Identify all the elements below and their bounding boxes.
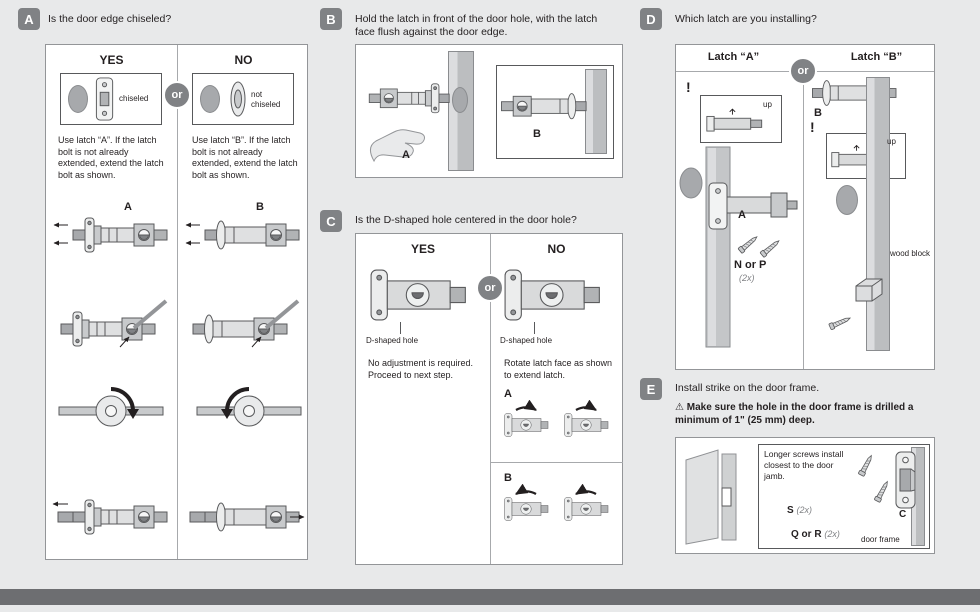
- section-a-question: Is the door edge chiseled?: [48, 13, 172, 25]
- d-hole-callout-no: D-shaped hole: [500, 336, 553, 345]
- latch-b-inset: [496, 65, 614, 159]
- latch-a-step2-illustration: [50, 297, 174, 353]
- s-letter: S: [787, 505, 794, 516]
- round-face-icon: [229, 80, 247, 118]
- latch-b-illustration: [501, 90, 587, 124]
- section-d-panel: [675, 44, 935, 370]
- s-qty: (2x): [796, 505, 812, 515]
- d-hole-callout-yes: D-shaped hole: [366, 336, 419, 345]
- qr-letters: Q or R: [791, 529, 822, 540]
- screws-label: N or P: [734, 259, 767, 271]
- latch-a-rotate-illustration: [50, 383, 174, 439]
- wood-block-icon: [854, 277, 884, 303]
- qr-qty: (2x): [824, 529, 840, 539]
- section-b-badge: B: [320, 8, 342, 30]
- faceplate-icon: [95, 77, 115, 121]
- latch-a-label: A: [124, 201, 132, 213]
- section-a-panel: [45, 44, 308, 560]
- s-label: [787, 505, 812, 516]
- latch-b-rotate-illustration: [182, 383, 306, 439]
- yes-header: YES: [99, 53, 124, 67]
- yes-header: YES: [410, 242, 435, 256]
- not-chiseled-door-illustration: [192, 73, 294, 125]
- section-b-instruction: Hold the latch in front of the door hole, with the latch face flush against the door edge.: [355, 13, 598, 39]
- door-hole: [836, 185, 858, 215]
- rotate-b-illustration: [502, 484, 618, 536]
- latch-a-label: A: [402, 149, 410, 161]
- section-c-question: Is the D-shaped hole centered in the door hole?: [355, 214, 577, 226]
- latch-top-view-icon: [705, 102, 769, 140]
- section-e-instruction: Install strike on the door frame.: [675, 382, 820, 394]
- latch-b-step1-illustration: [182, 215, 306, 255]
- door-hole: [452, 87, 468, 113]
- not-chiseled-callout: not chiseled: [251, 90, 281, 109]
- orientation-inset-a: [700, 95, 782, 143]
- step-b-label: B: [504, 472, 512, 484]
- or-badge: or: [163, 81, 191, 109]
- section-e-warning: ⚠ Make sure the hole in the door frame is drilled a minimum of 1" (25 mm) deep.: [675, 402, 914, 426]
- step-a-label: A: [504, 388, 512, 400]
- latch-b-step2-illustration: [182, 297, 306, 353]
- or-badge: or: [476, 274, 504, 302]
- yes-body-text: Use latch “A”. If the latch bolt is not already extended, extend the latch bolt as shown.: [58, 135, 164, 181]
- divider: [177, 45, 178, 559]
- strike-detail-inset: [758, 444, 930, 549]
- door-edge: [866, 77, 890, 351]
- latch-b-header: Latch “B”: [850, 51, 903, 63]
- yes-body-text: No adjustment is required. Proceed to next step.: [368, 358, 474, 380]
- divider: [803, 71, 804, 369]
- screw-icon: [824, 311, 868, 333]
- screws-icon: [732, 227, 794, 259]
- no-body-text: Rotate latch face as shown to extend latch.: [504, 358, 613, 380]
- latch-b-label: B: [256, 201, 264, 213]
- up-label: up: [763, 100, 772, 109]
- no-header: NO: [234, 53, 253, 67]
- latch-a-label: A: [738, 209, 746, 221]
- door-frame-illustration: [682, 446, 760, 546]
- longer-screws-note: Longer screws install closest to the door jamb.: [764, 449, 844, 482]
- section-b-panel: [355, 44, 623, 178]
- latch-a-step1-illustration: [50, 215, 174, 255]
- latch-b-label: B: [533, 128, 541, 140]
- latch-b-extended-illustration: [182, 497, 306, 537]
- divider: [490, 462, 623, 463]
- no-body-text: Use latch “B”. If the latch bolt is not already extended, extend the latch bolt as shown.: [192, 135, 298, 181]
- qr-label: [791, 529, 840, 540]
- door-edge: [585, 69, 607, 154]
- bottom-bar: [0, 589, 980, 605]
- warning-icon: !: [686, 79, 691, 95]
- section-e-badge: E: [640, 378, 662, 400]
- door-frame-label: door frame: [861, 535, 900, 544]
- leader-line: [400, 322, 401, 334]
- section-c-panel: [355, 233, 623, 565]
- strike-plate-icon: [895, 451, 917, 509]
- section-a-badge: A: [18, 8, 40, 30]
- leader-line: [534, 322, 535, 334]
- chiseled-callout: chiseled: [119, 94, 149, 103]
- chiseled-door-illustration: [60, 73, 162, 125]
- section-e-panel: [675, 437, 935, 554]
- section-d-badge: D: [640, 8, 662, 30]
- screws-icon: [853, 451, 897, 505]
- door-hole: [68, 85, 88, 113]
- latch-a-header: Latch “A”: [707, 51, 760, 63]
- c-label: C: [899, 509, 907, 520]
- latch-b-label: B: [814, 107, 822, 119]
- warning-icon: !: [810, 119, 815, 135]
- wood-block-label: wood block: [890, 249, 931, 258]
- or-badge: or: [789, 57, 817, 85]
- up-label: up: [887, 137, 896, 146]
- latch-front-no-illustration: [504, 266, 608, 324]
- latch-front-yes-illustration: [370, 266, 474, 324]
- screws-qty: (2x): [739, 273, 755, 283]
- section-d-question: Which latch are you installing?: [675, 13, 817, 25]
- no-header: NO: [547, 242, 566, 256]
- door-hole: [200, 85, 220, 113]
- rotate-a-illustration: [502, 400, 618, 452]
- section-c-badge: C: [320, 210, 342, 232]
- latch-a-extended-illustration: [50, 497, 174, 537]
